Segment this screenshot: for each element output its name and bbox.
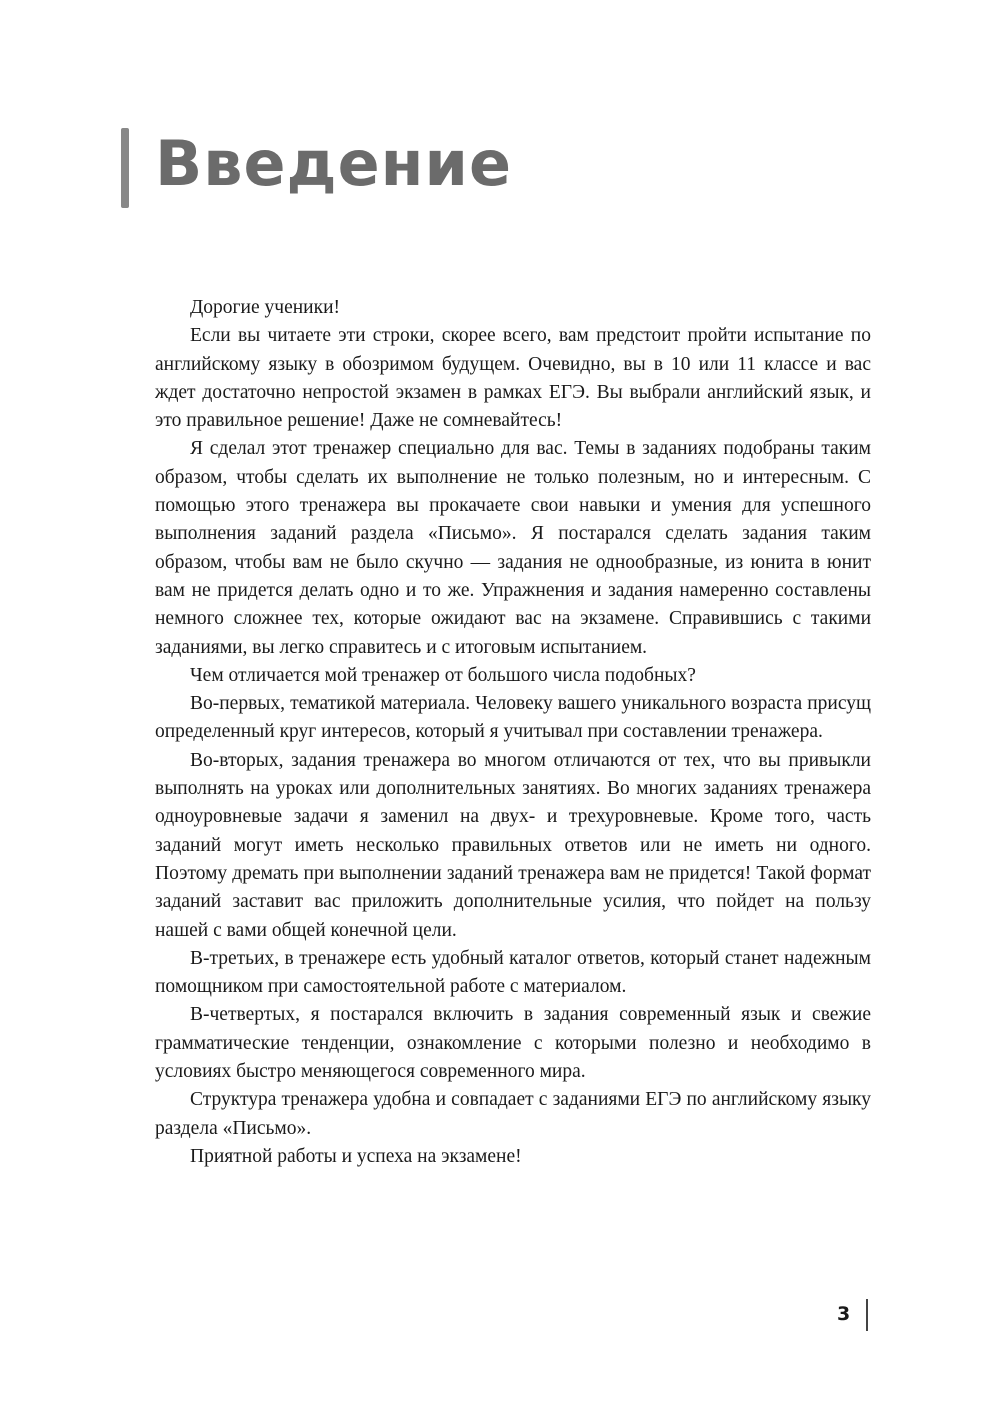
paragraph: Если вы читаете эти строки, скорее всего, вам предстоит пройти испытание по английскому языку в обозримом будущем. Очевидно, вы в 10 или 11 классе и вас ждет достаточно непростой экзамен в рамках ЕГЭ. Вы выбрали английский язык, и это правильное решение! Даже не сомневайтесь!: [155, 325, 871, 432]
paragraph: Во-первых, тематикой материала. Человеку вашего уникального возраста присущ определенный круг интересов, который я учитывал при составлении тренажера.: [155, 693, 871, 743]
paragraph-closing: Приятной работы и успеха на экзамене!: [190, 1145, 522, 1167]
page-number: 3: [837, 1303, 851, 1325]
paragraph: В-третьих, в тренажере есть удобный каталог ответов, который станет надежным помощником при самостоятельной работе с материалом.: [155, 947, 871, 998]
page-title: Введение: [155, 127, 512, 200]
paragraph: В-четвертых, я постарался включить в задания современный язык и свежие грамматические тенденции, ознакомление с которыми полезно и необходимо в условиях быстро меняющегося современного мира.: [155, 1004, 871, 1083]
footer-divider: [866, 1299, 868, 1331]
paragraph: Чем отличается мой тренажер от большого числа подобных?: [190, 664, 696, 686]
paragraph: Я сделал этот тренажер специально для вас. Темы в заданиях подобраны таким образом, чтобы сделать их выполнение не только полезным, но и интересным. С помощью этого тренажера вы прокачаете свои навыки и умения для успешного выполнения заданий раздела «Письмо». Я постарался сделать задания таким образом, чтобы вам не было скучно — задания не однообразные, из юнита в юнит вам не придется делать одно и то же. Упражнения и задания намеренно составлены немного сложнее тех, которые ожидают вас на экзамене. Справившись с такими заданиями, вы легко справитесь и с итоговым испытанием.: [155, 438, 871, 658]
paragraph: Во-вторых, задания тренажера во многом отличаются от тех, что вы привыкли выполнять на уроках или дополнительных занятиях. Во многих заданиях тренажера одноуровневые задачи я заменил на двух- и трехуровневые. Кроме того, часть заданий могут иметь несколько правильных ответов или не иметь ни одного. Поэтому дремать при выполнении заданий тренажера вам не придется! Такой формат заданий заставит вас приложить дополнительные усилия, что пойдет на пользу нашей с вами общей конечной цели.: [155, 749, 871, 941]
paragraph: Структура тренажера удобна и совпадает с заданиями ЕГЭ по английскому языку раздела «Письмо».: [155, 1089, 871, 1139]
paragraph-greeting: Дорогие ученики!: [190, 297, 341, 318]
title-accent-bar: [121, 128, 129, 208]
body-text: [155, 294, 871, 1171]
